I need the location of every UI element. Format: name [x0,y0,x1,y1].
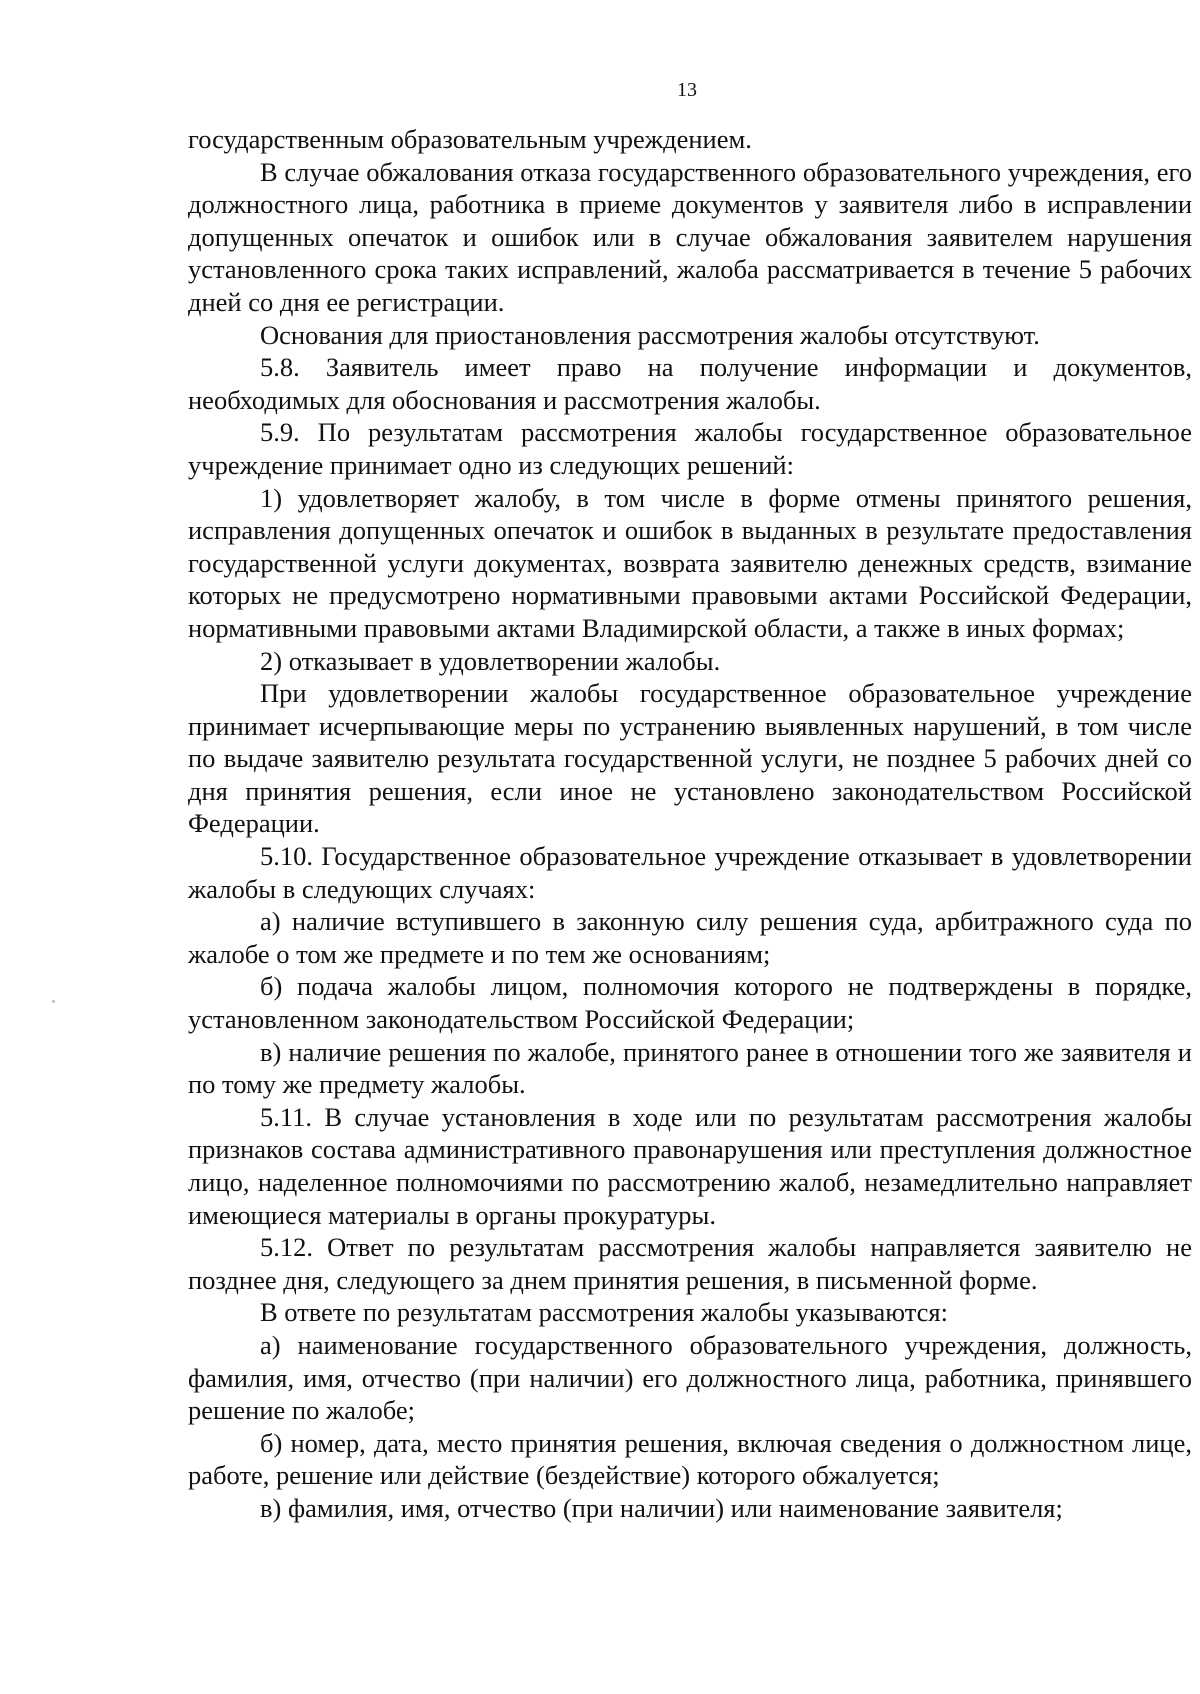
paragraph-5-11: 5.11. В случае установления в ходе или по результатам рассмотрения жалобы признаков состава административного правонарушения или преступления должностное лицо, наделенное полномочиями по рассмотрению жалоб, незамедлительно направляет имеющиеся материалы в органы прокуратуры. [188,1101,1192,1230]
paragraph-5-10-item-a: а) наличие вступившего в законную силу решения суда, арбитражного суда по жалобе о том же предмете и по тем же основаниям; [188,906,1192,969]
paragraph-response-item-c: в) фамилия, имя, отчество (при наличии) или наименование заявителя; [260,1492,1063,1523]
scan-artifact-dot [52,1000,55,1003]
paragraph-response-contents: В ответе по результатам рассмотрения жалобы указываются: [260,1297,948,1328]
paragraph-5-8: 5.8. Заявитель имеет право на получение информации и документов, необходимых для обоснования и рассмотрения жалобы. [188,352,1192,415]
paragraph-5-10: 5.10. Государственное образовательное учреждение отказывает в удовлетворении жалобы в следующих случаях: [188,841,1192,904]
paragraph-response-item-a: а) наименование государственного образовательного учреждения, должность, фамилия, имя, отчество (при наличии) его должностного лица, работника, принявшего решение по жалобе; [188,1329,1192,1426]
paragraph-response-item-b: б) номер, дата, место принятия решения, включая сведения о должностном лице, работе, решение или действие (бездействие) которого обжалуется; [188,1427,1192,1491]
paragraph-5-9: 5.9. По результатам рассмотрения жалобы государственное образовательное учреждение принимает одно из следующих решений: [188,417,1192,480]
page-number: 13 [677,79,697,101]
paragraph-5-9-item-1: 1) удовлетворяет жалобу, в том числе в форме отмены принятого решения, исправления допущенных опечаток и ошибок в выданных в результате предоставления государственной услуги документах, возврата заявителю денежных средств, взимание которых не предусмотрено нормативными правовыми актами Российской Федерации, нормативными правовыми актами Владимирской области, а также в иных формах; [188,482,1192,643]
paragraph-appeal-refusal: В случае обжалования отказа государственного образовательного учреждения, его должностного лица, работника в приеме документов у заявителя либо в исправлении допущенных опечаток и ошибок или в случае обжалования заявителем нарушения установленного срока таких исправлений, жалоба рассматривается в течение 5 рабочих дней со дня ее регистрации. [188,156,1192,317]
paragraph-5-12: 5.12. Ответ по результатам рассмотрения жалобы направляется заявителю не позднее дня, следующего за днем принятия решения, в письменной форме. [188,1232,1192,1295]
paragraph-5-10-item-b: б) подача жалобы лицом, полномочия которого не подтверждены в порядке, установленном законодательством Российской Федерации; [188,971,1192,1035]
document-body [188,123,1192,1525]
paragraph-5-10-item-c: в) наличие решения по жалобе, принятого ранее в отношении того же заявителя и по тому же предмету жалобы. [188,1036,1192,1100]
paragraph-no-suspension: Основания для приостановления рассмотрения жалобы отсутствуют. [260,319,1040,350]
paragraph-satisfaction-measures: При удовлетворении жалобы государственное образовательное учреждение принимает исчерпывающие меры по устранению выявленных нарушений, в том числе по выдаче заявителю результата государственной услуги, не позднее 5 рабочих дней со дня принятия решения, если иное не установлено законодательством Российской Федерации. [188,678,1192,839]
paragraph-5-9-item-2: 2) отказывает в удовлетворении жалобы. [260,645,721,676]
paragraph-continuation: государственным образовательным учреждением. [188,124,752,154]
